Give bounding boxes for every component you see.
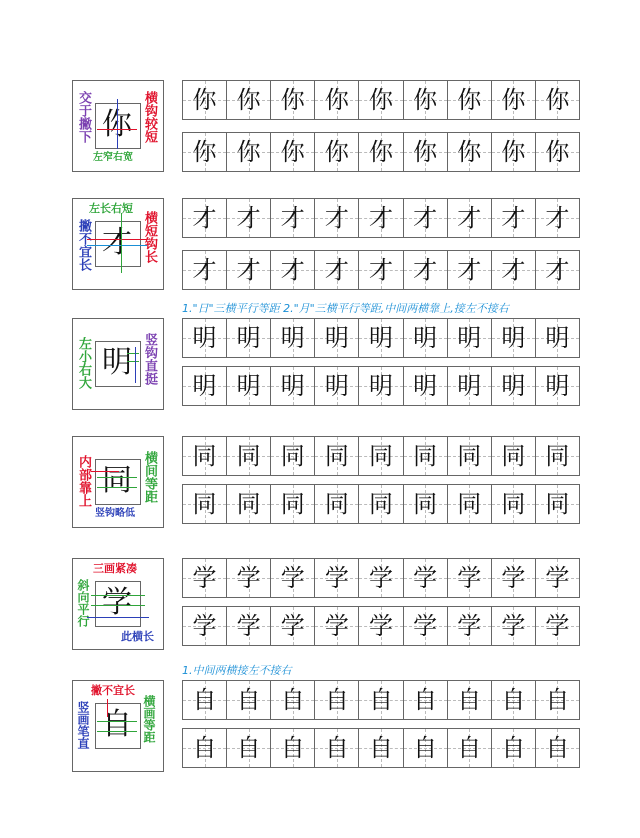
grid-cell <box>448 559 492 597</box>
practice-char: 你 <box>192 86 217 114</box>
annotation-top: 三画紧凑 <box>93 562 137 575</box>
practice-char: 你 <box>236 138 261 166</box>
sample-box <box>72 198 164 290</box>
practice-char: 自 <box>457 734 482 762</box>
practice-char: 同 <box>192 442 217 470</box>
grid-cell <box>359 319 403 357</box>
grid-cell <box>404 81 448 119</box>
practice-char: 学 <box>501 564 526 592</box>
annotation-left: 交于撇下 <box>76 91 91 143</box>
guide-line <box>127 353 139 354</box>
grid-cell <box>492 81 536 119</box>
grid-cell <box>404 729 448 767</box>
practice-char: 学 <box>324 612 349 640</box>
practice-row <box>182 198 580 238</box>
grid-cell <box>404 437 448 475</box>
practice-char: 自 <box>324 686 349 714</box>
practice-char: 才 <box>236 256 261 284</box>
grid-cell <box>448 367 492 405</box>
grid-cell <box>183 729 227 767</box>
grid-cell <box>183 367 227 405</box>
grid-cell <box>183 81 227 119</box>
practice-char: 同 <box>501 490 526 518</box>
practice-char: 才 <box>368 256 393 284</box>
grid-cell <box>492 729 536 767</box>
guide-line <box>121 213 122 273</box>
grid-cell <box>536 81 579 119</box>
grid-cell <box>448 81 492 119</box>
grid-cell <box>536 681 579 719</box>
practice-char: 你 <box>280 138 305 166</box>
practice-char: 学 <box>324 564 349 592</box>
grid-cell <box>492 485 536 523</box>
sample-char: 学 <box>102 585 132 620</box>
practice-char: 明 <box>280 324 305 352</box>
practice-char: 明 <box>413 372 438 400</box>
practice-char: 同 <box>280 442 305 470</box>
practice-char: 同 <box>413 442 438 470</box>
grid-cell <box>536 319 579 357</box>
grid-cell <box>359 133 403 171</box>
guide-line <box>97 487 137 488</box>
annotation-bottom: 左窄右宽 <box>93 152 133 163</box>
grid-cell <box>227 437 271 475</box>
grid-cell <box>536 559 579 597</box>
practice-char: 明 <box>501 324 526 352</box>
grid-cell <box>404 319 448 357</box>
guide-line <box>87 245 147 246</box>
practice-row <box>182 606 580 646</box>
sample-box <box>72 680 164 772</box>
grid-cell <box>183 681 227 719</box>
guide-line <box>97 129 137 130</box>
grid-cell <box>315 81 359 119</box>
practice-char: 才 <box>501 204 526 232</box>
practice-char: 学 <box>280 564 305 592</box>
annotation-top: 左长右短 <box>89 202 133 215</box>
guide-line <box>91 471 119 472</box>
practice-char: 你 <box>413 138 438 166</box>
practice-char: 明 <box>545 372 570 400</box>
grid-cell <box>404 485 448 523</box>
annotation-right: 横短钩长 <box>142 211 157 263</box>
grid-cell <box>492 681 536 719</box>
annotation-right: 横间等距 <box>142 451 157 503</box>
grid-cell <box>359 485 403 523</box>
grid-cell <box>271 559 315 597</box>
grid-cell <box>271 251 315 289</box>
grid-cell <box>315 485 359 523</box>
practice-char: 自 <box>280 734 305 762</box>
practice-char: 明 <box>192 324 217 352</box>
practice-char: 自 <box>545 734 570 762</box>
practice-char: 自 <box>236 686 261 714</box>
grid-cell <box>227 681 271 719</box>
practice-char: 才 <box>236 204 261 232</box>
practice-row <box>182 436 580 476</box>
practice-char: 同 <box>236 442 261 470</box>
grid-cell <box>492 559 536 597</box>
grid-cell <box>315 367 359 405</box>
practice-char: 明 <box>368 372 393 400</box>
stroke-note: 1."日"三横平行等距 2."月"三横平行等距,中间两横靠上,接左不接右 <box>182 302 509 315</box>
grid-cell <box>315 437 359 475</box>
grid-cell <box>227 367 271 405</box>
annotation-bottom: 此横长 <box>121 630 154 643</box>
grid-cell <box>536 133 579 171</box>
practice-char: 明 <box>324 324 349 352</box>
practice-char: 学 <box>545 612 570 640</box>
practice-char: 同 <box>457 442 482 470</box>
grid-cell <box>359 559 403 597</box>
practice-char: 学 <box>192 564 217 592</box>
grid-cell <box>227 81 271 119</box>
grid-cell <box>448 319 492 357</box>
grid-cell <box>359 437 403 475</box>
grid-cell <box>404 367 448 405</box>
practice-char: 你 <box>457 86 482 114</box>
grid-cell <box>536 607 579 645</box>
grid-cell <box>404 681 448 719</box>
sample-box <box>72 80 164 172</box>
practice-char: 同 <box>545 442 570 470</box>
grid-cell <box>492 319 536 357</box>
grid-cell <box>227 319 271 357</box>
grid-cell <box>271 607 315 645</box>
practice-char: 学 <box>413 564 438 592</box>
practice-char: 才 <box>413 204 438 232</box>
grid-cell <box>227 485 271 523</box>
practice-char: 同 <box>324 490 349 518</box>
practice-row <box>182 366 580 406</box>
practice-char: 学 <box>501 612 526 640</box>
practice-char: 学 <box>368 612 393 640</box>
sample-char: 同 <box>102 463 132 498</box>
grid-cell <box>536 367 579 405</box>
practice-char: 明 <box>368 324 393 352</box>
grid-cell <box>448 607 492 645</box>
practice-char: 同 <box>368 442 393 470</box>
grid-cell <box>315 559 359 597</box>
grid-cell <box>271 133 315 171</box>
grid-cell <box>359 81 403 119</box>
practice-char: 自 <box>368 734 393 762</box>
practice-char: 自 <box>280 686 305 714</box>
practice-char: 同 <box>457 490 482 518</box>
grid-cell <box>315 607 359 645</box>
guide-line <box>117 99 118 149</box>
practice-char: 才 <box>324 204 349 232</box>
practice-char: 明 <box>236 372 261 400</box>
practice-char: 才 <box>457 204 482 232</box>
practice-char: 同 <box>236 490 261 518</box>
practice-char: 你 <box>501 86 526 114</box>
guide-line <box>135 347 136 383</box>
grid-cell <box>227 251 271 289</box>
practice-char: 学 <box>457 564 482 592</box>
grid-cell <box>404 559 448 597</box>
grid-cell <box>536 437 579 475</box>
practice-char: 才 <box>192 256 217 284</box>
grid-cell <box>315 199 359 237</box>
guide-line <box>97 721 137 722</box>
grid-cell <box>227 199 271 237</box>
grid-cell <box>492 133 536 171</box>
practice-char: 学 <box>457 612 482 640</box>
practice-char: 同 <box>324 442 349 470</box>
guide-line <box>97 477 137 478</box>
grid-cell <box>404 607 448 645</box>
annotation-left: 左小右大 <box>76 337 91 389</box>
sample-char: 你 <box>102 107 132 142</box>
annotation-left: 内部靠上 <box>76 455 91 507</box>
practice-char: 自 <box>192 734 217 762</box>
practice-char: 才 <box>457 256 482 284</box>
sample-box <box>72 318 164 410</box>
grid-cell <box>183 559 227 597</box>
practice-char: 自 <box>501 734 526 762</box>
grid-cell <box>271 199 315 237</box>
grid-cell <box>448 485 492 523</box>
grid-cell <box>271 729 315 767</box>
practice-row <box>182 318 580 358</box>
annotation-right: 竖钩直挺 <box>142 333 157 385</box>
annotation-top: 撇不宜长 <box>91 684 135 697</box>
grid-cell <box>359 199 403 237</box>
grid-cell <box>227 559 271 597</box>
practice-char: 明 <box>545 324 570 352</box>
practice-char: 你 <box>501 138 526 166</box>
practice-char: 才 <box>280 204 305 232</box>
grid-cell <box>448 437 492 475</box>
practice-char: 学 <box>280 612 305 640</box>
grid-cell <box>448 681 492 719</box>
practice-char: 你 <box>324 86 349 114</box>
grid-cell <box>271 319 315 357</box>
annotation-right: 横画等距 <box>142 695 156 743</box>
annotation-right: 横钩较短 <box>142 91 157 143</box>
practice-char: 才 <box>545 204 570 232</box>
practice-char: 才 <box>545 256 570 284</box>
practice-char: 才 <box>192 204 217 232</box>
practice-char: 你 <box>280 86 305 114</box>
practice-char: 自 <box>545 686 570 714</box>
grid-cell <box>536 199 579 237</box>
practice-char: 明 <box>413 324 438 352</box>
grid-cell <box>183 607 227 645</box>
annotation-left: 撇不宜长 <box>76 219 91 271</box>
practice-char: 才 <box>501 256 526 284</box>
practice-char: 学 <box>545 564 570 592</box>
grid-cell <box>492 437 536 475</box>
grid-cell <box>183 485 227 523</box>
grid-cell <box>448 133 492 171</box>
practice-char: 同 <box>368 490 393 518</box>
practice-char: 才 <box>413 256 438 284</box>
practice-row <box>182 80 580 120</box>
grid-cell <box>271 681 315 719</box>
grid-cell <box>359 729 403 767</box>
practice-char: 学 <box>368 564 393 592</box>
grid-cell <box>492 367 536 405</box>
practice-char: 你 <box>368 86 393 114</box>
grid-cell <box>183 133 227 171</box>
practice-char: 同 <box>192 490 217 518</box>
practice-row <box>182 484 580 524</box>
practice-char: 学 <box>236 564 261 592</box>
practice-char: 学 <box>236 612 261 640</box>
grid-cell <box>271 367 315 405</box>
annotation-left: 竖画笔直 <box>76 701 90 749</box>
guide-line <box>87 239 147 240</box>
practice-char: 自 <box>192 686 217 714</box>
grid-cell <box>315 681 359 719</box>
stroke-note: 1.中间两横接左不接右 <box>182 664 292 677</box>
practice-char: 你 <box>324 138 349 166</box>
grid-cell <box>315 251 359 289</box>
practice-char: 你 <box>457 138 482 166</box>
grid-cell <box>315 729 359 767</box>
grid-cell <box>227 607 271 645</box>
grid-cell <box>448 729 492 767</box>
grid-cell <box>271 485 315 523</box>
practice-char: 才 <box>324 256 349 284</box>
grid-cell <box>227 729 271 767</box>
grid-cell <box>183 251 227 289</box>
practice-row <box>182 250 580 290</box>
guide-line <box>87 617 149 618</box>
grid-cell <box>448 251 492 289</box>
practice-char: 你 <box>545 86 570 114</box>
grid-cell <box>183 437 227 475</box>
guide-line <box>107 699 108 717</box>
practice-char: 才 <box>368 204 393 232</box>
practice-char: 你 <box>545 138 570 166</box>
grid-cell <box>448 199 492 237</box>
grid-cell <box>183 319 227 357</box>
practice-char: 明 <box>324 372 349 400</box>
practice-char: 同 <box>280 490 305 518</box>
grid-cell <box>359 681 403 719</box>
practice-char: 你 <box>236 86 261 114</box>
grid-cell <box>404 251 448 289</box>
practice-char: 同 <box>501 442 526 470</box>
practice-char: 明 <box>501 372 526 400</box>
practice-char: 明 <box>457 324 482 352</box>
annotation-left: 斜向平行 <box>76 579 90 627</box>
practice-char: 你 <box>368 138 393 166</box>
practice-char: 同 <box>545 490 570 518</box>
practice-char: 同 <box>413 490 438 518</box>
practice-char: 学 <box>413 612 438 640</box>
practice-char: 自 <box>368 686 393 714</box>
grid-cell <box>404 199 448 237</box>
annotation-bottom: 竖钩略低 <box>95 508 135 519</box>
practice-char: 自 <box>413 734 438 762</box>
practice-char: 明 <box>280 372 305 400</box>
grid-cell <box>536 251 579 289</box>
grid-cell <box>359 367 403 405</box>
practice-char: 自 <box>236 734 261 762</box>
practice-row <box>182 728 580 768</box>
sample-box <box>72 558 164 650</box>
grid-cell <box>536 729 579 767</box>
practice-char: 明 <box>236 324 261 352</box>
sample-char: 自 <box>102 707 132 742</box>
practice-char: 学 <box>192 612 217 640</box>
grid-cell <box>271 437 315 475</box>
practice-char: 明 <box>457 372 482 400</box>
practice-row <box>182 132 580 172</box>
sample-box <box>72 436 164 528</box>
sample-char: 明 <box>102 345 132 380</box>
grid-cell <box>227 133 271 171</box>
practice-char: 自 <box>324 734 349 762</box>
practice-row <box>182 558 580 598</box>
practice-char: 自 <box>413 686 438 714</box>
grid-cell <box>359 607 403 645</box>
grid-cell <box>404 133 448 171</box>
practice-char: 你 <box>192 138 217 166</box>
guide-line <box>91 605 145 606</box>
sample-char: 才 <box>102 225 132 260</box>
grid-cell <box>271 81 315 119</box>
guide-line <box>127 361 139 362</box>
grid-cell <box>359 251 403 289</box>
practice-char: 才 <box>280 256 305 284</box>
guide-line <box>97 731 137 732</box>
grid-cell <box>183 199 227 237</box>
guide-line <box>91 595 145 596</box>
practice-char: 自 <box>501 686 526 714</box>
practice-char: 你 <box>413 86 438 114</box>
practice-char: 自 <box>457 686 482 714</box>
grid-cell <box>492 607 536 645</box>
practice-char: 明 <box>192 372 217 400</box>
grid-cell <box>315 319 359 357</box>
grid-cell <box>492 199 536 237</box>
practice-row <box>182 680 580 720</box>
grid-cell <box>536 485 579 523</box>
grid-cell <box>315 133 359 171</box>
grid-cell <box>492 251 536 289</box>
